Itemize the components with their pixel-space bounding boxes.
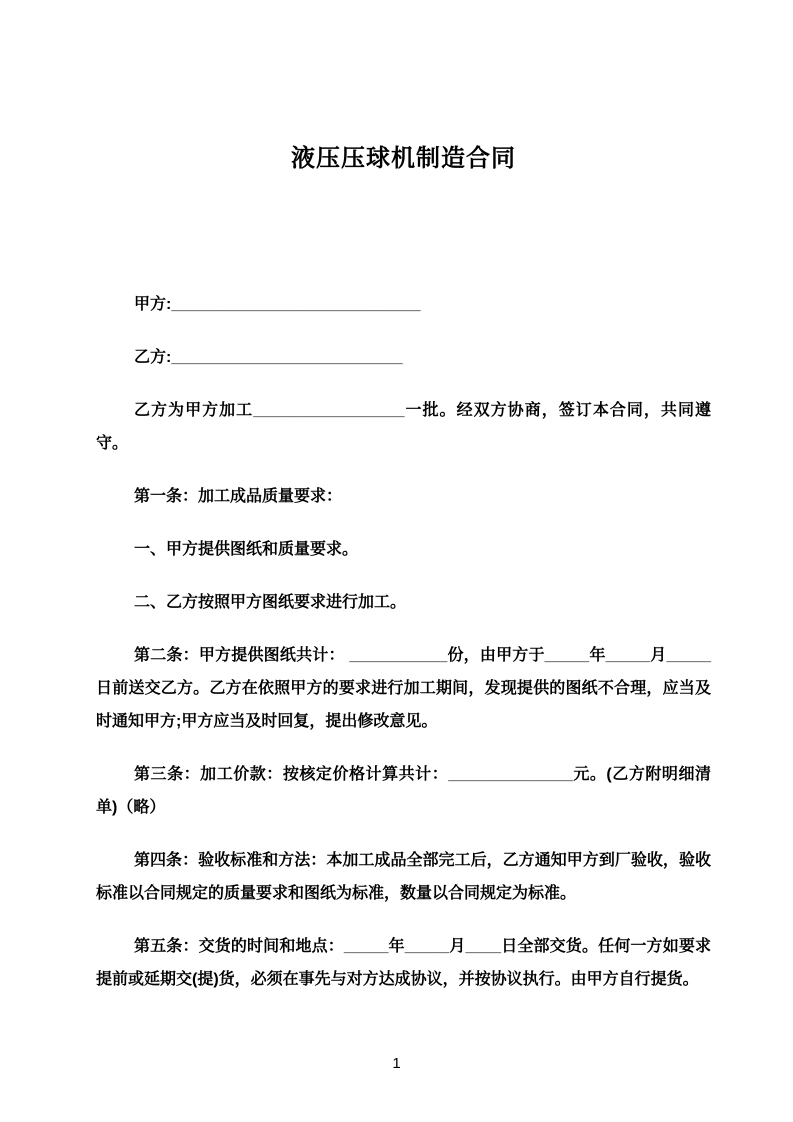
document-title: 液压压球机制造合同 xyxy=(291,145,516,172)
paragraph-article-3: 第三条：加工价款：按核定价格计算共计：______________元。(乙方附明细清单)（略） xyxy=(96,766,711,816)
paragraph-article-2: 第二条：甲方提供图纸共计： ___________份，由甲方于_____年_____月_____日前送交乙方。乙方在依照甲方的要求进行加工期间，发现提供的图纸不合理，应当及时通知甲方;甲方应当及时回复，提出修改意见。 xyxy=(96,647,711,730)
paragraph-article-4: 第四条：验收标准和方法：本加工成品全部完工后，乙方通知甲方到厂验收，验收标准以合同规定的质量要求和图纸为标准，数量以合同规定为标准。 xyxy=(96,852,711,902)
paragraph-article-5: 第五条：交货的时间和地点：_____年_____月____日全部交货。任何一方如要求提前或延期交(提)货，必须在事先与对方达成协议，并按协议执行。由甲方自行提货。 xyxy=(96,938,711,988)
paragraph-article-1-item-1: 一、甲方提供图纸和质量要求。 xyxy=(134,541,359,558)
paragraph-article-1: 第一条：加工成品质量要求： xyxy=(134,488,343,505)
page-number: 1 xyxy=(392,1055,401,1072)
paragraph-party-a: 甲方:____________________________ xyxy=(134,296,421,313)
document-body xyxy=(96,288,711,996)
paragraph-party-b: 乙方:__________________________ xyxy=(134,349,403,366)
paragraph-preamble: 乙方为甲方加工_________________一批。经双方协商，签订本合同，共同遵守。 xyxy=(96,402,711,452)
paragraph-article-1-item-2: 二、乙方按照甲方图纸要求进行加工。 xyxy=(134,594,407,611)
